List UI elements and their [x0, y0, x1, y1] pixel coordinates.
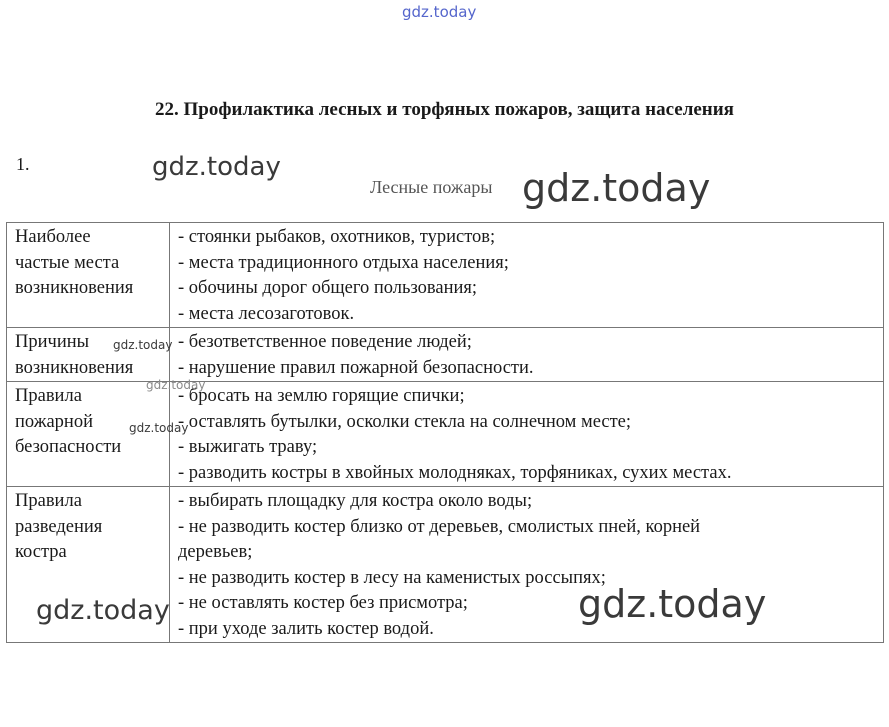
- row-items-cell: [170, 223, 884, 328]
- list-item: - обочины дорог общего пользования;: [178, 278, 478, 298]
- list-item: - безответственное поведение людей;: [178, 332, 472, 352]
- list-item: - не разводить костер в лесу на каменистых россыпях;: [178, 567, 606, 588]
- list-item: - места традиционного отдыха населения;: [178, 252, 509, 273]
- row-header-cell: [7, 328, 173, 382]
- list-item: - стоянки рыбаков, охотников, туристов;: [178, 227, 496, 247]
- list-item: - выбирать площадку для костра около воды;: [178, 491, 533, 511]
- row-header-line: костра: [15, 542, 67, 562]
- list-item: - разводить костры в хвойных молодняках, торфяниках, сухих местах.: [178, 462, 732, 483]
- list-item: - выжигать траву;: [178, 437, 318, 457]
- list-item: - оставлять бутылки, осколки стекла на солнечном месте;: [178, 411, 632, 432]
- row-header-line: безопасности: [15, 437, 122, 457]
- table-row: [7, 328, 884, 382]
- watermark-top: gdz.today: [402, 3, 477, 21]
- row-header-line: возникновения: [15, 278, 134, 298]
- list-item: - места лесозаготовок.: [178, 303, 355, 324]
- watermark: gdz.today: [522, 166, 711, 210]
- list-item: - нарушение правил пожарной безопасности.: [178, 357, 534, 378]
- row-items-cell: [170, 382, 884, 487]
- page-title: 22. Профилактика лесных и торфяных пожаров, защита населения: [155, 99, 734, 120]
- exercise-number: 1.: [16, 154, 30, 174]
- list-item: - при уходе залить костер водой.: [178, 618, 434, 639]
- row-items-cell: [170, 487, 884, 643]
- row-header-line: разведения: [15, 516, 103, 537]
- row-header-line: Правила: [15, 491, 82, 511]
- table-row: [7, 223, 884, 328]
- row-items-cell: [170, 328, 884, 382]
- row-header-line: Причины: [15, 332, 90, 352]
- watermark: gdz.today: [578, 582, 767, 626]
- row-header-line: пожарной: [15, 411, 93, 432]
- row-header-cell: [7, 223, 170, 328]
- watermark: gdz.today: [146, 378, 206, 392]
- row-header-line: Наиболее: [15, 227, 91, 247]
- watermark: gdz.today: [129, 421, 189, 435]
- list-item: - не разводить костер близко от деревьев, смолистых пней, корней: [178, 516, 701, 537]
- table-subtitle: Лесные пожары: [370, 177, 493, 197]
- watermark: gdz.today: [36, 595, 170, 626]
- row-header-line: возникновения: [15, 357, 134, 378]
- list-item: деревьев;: [178, 542, 253, 562]
- list-item: - бросать на землю горящие спички;: [178, 386, 465, 406]
- watermark: gdz.today: [113, 338, 173, 352]
- row-header-line: частые места: [15, 252, 120, 273]
- list-item: - не оставлять костер без присмотра;: [178, 593, 468, 613]
- row-header-line: Правила: [15, 386, 82, 406]
- watermark: gdz.today: [152, 152, 281, 182]
